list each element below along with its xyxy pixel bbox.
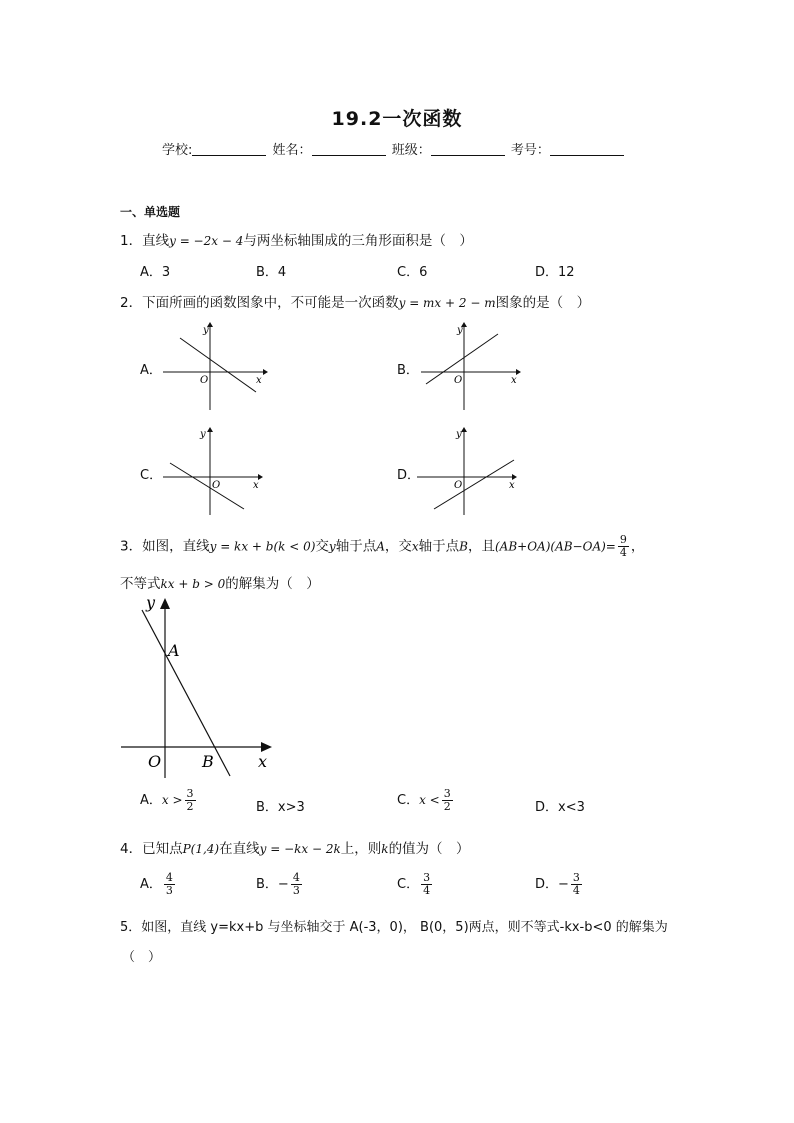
x-label: x — [253, 480, 259, 491]
frac-num: 9 — [619, 533, 627, 546]
q4-formula: y = −kx − 2k — [259, 842, 341, 856]
frac-num: 4 — [165, 871, 173, 884]
q3-c-fraction — [442, 788, 453, 813]
graph-line — [180, 338, 256, 392]
q4-mid2: 上，则 — [340, 841, 382, 857]
q3-text: 轴于点 — [418, 538, 460, 555]
q1-pre: 直线 — [142, 233, 170, 249]
q1-option-a[interactable]: A．3 — [140, 265, 171, 280]
page-title: 19.2一次函数 — [331, 108, 463, 130]
q2-graph-a — [158, 320, 268, 415]
y-label: y — [203, 325, 209, 336]
q2-number: 2． — [120, 295, 143, 311]
frac-den: 2 — [186, 800, 194, 813]
q4-a-fraction — [164, 872, 175, 897]
x-axis-arrow — [516, 369, 521, 375]
q4-point: P(1,4) — [182, 842, 220, 856]
q5-number: 5． — [120, 920, 142, 935]
q2-text: 下面所画的函数图象中，不可能是一次函数 — [142, 295, 399, 311]
name-blank[interactable] — [312, 143, 386, 156]
q1-option-b[interactable]: B．4 — [256, 265, 287, 280]
y-label: y — [457, 325, 463, 336]
question-1 — [120, 229, 473, 249]
q4-option-d[interactable] — [535, 872, 584, 897]
frac-den: 2 — [443, 800, 451, 813]
q4-k: k — [381, 842, 389, 856]
q2-option-c[interactable]: C． — [140, 468, 163, 483]
q3-text: 交 — [315, 538, 329, 555]
graph-line — [170, 463, 244, 509]
frac-den: 4 — [572, 884, 580, 897]
q4-number: 4． — [120, 841, 143, 857]
q3-inequality: kx + b > 0 — [160, 577, 226, 591]
graph-line — [434, 460, 514, 509]
q1-number: 1． — [120, 233, 143, 249]
origin-label: O — [200, 375, 209, 386]
q3-A: A — [376, 539, 385, 554]
q3-a-label: A． — [140, 793, 162, 808]
q3-c-label: C． — [397, 793, 420, 808]
section-heading: 一、单选题 — [120, 205, 181, 219]
q4-c-fraction — [421, 872, 432, 897]
x-axis-arrow — [261, 742, 272, 752]
origin-label: O — [148, 752, 162, 771]
q2-graph-c — [158, 425, 268, 520]
q1-option-d[interactable]: D．12 — [535, 265, 575, 280]
origin-label: O — [454, 375, 463, 386]
q3-option-d[interactable]: D．x<3 — [535, 800, 585, 815]
number-label: 考号： — [510, 143, 550, 158]
q4-post: 的值为（ ） — [388, 841, 470, 857]
frac-num: 3 — [443, 787, 451, 800]
frac-num: 3 — [186, 787, 194, 800]
y-axis-arrow — [160, 598, 170, 609]
q1-post: 与两坐标轴围成的三角形面积是（ ） — [243, 233, 473, 249]
x-label: x — [256, 375, 262, 386]
frac-num: 3 — [572, 871, 580, 884]
q3-y: y — [328, 539, 336, 554]
frac-den: 3 — [165, 884, 173, 897]
x-label: x — [258, 752, 268, 771]
origin-label: O — [454, 480, 463, 491]
q3-B: B — [459, 539, 468, 554]
frac-den: 4 — [423, 884, 431, 897]
q2-post: 图象的是（ ） — [495, 295, 591, 311]
q2-option-b[interactable]: B． — [397, 363, 419, 378]
q4-d-fraction — [571, 872, 582, 897]
q3-formula: y = kx + b(k < 0) — [209, 539, 316, 554]
y-label: y — [146, 593, 156, 612]
q2-option-a[interactable]: A． — [140, 363, 162, 378]
q4-mid: 在直线 — [219, 841, 260, 857]
q2-formula: y = mx + 2 − m — [398, 296, 496, 310]
q3-option-b[interactable]: B．x>3 — [256, 800, 305, 815]
q3-option-a[interactable] — [140, 788, 198, 813]
q3-pre: 如图，直线 — [142, 538, 210, 555]
y-axis-arrow — [461, 427, 467, 432]
point-b-label: B — [202, 752, 214, 771]
q3-number: 3． — [120, 538, 143, 555]
q4-option-a[interactable] — [140, 872, 177, 897]
q1-option-c[interactable]: C．6 — [397, 265, 428, 280]
x-axis-arrow — [263, 369, 268, 375]
y-label: y — [456, 429, 462, 440]
q3-a-fraction — [185, 788, 196, 813]
question-2 — [120, 291, 590, 311]
q4-pre: 已知点 — [142, 841, 183, 857]
frac-num: 4 — [292, 871, 300, 884]
q4-b-fraction — [291, 872, 302, 897]
q3-a-expr: x > — [161, 793, 183, 807]
q3-option-c[interactable] — [397, 788, 455, 813]
q3-fraction — [618, 534, 629, 559]
name-label: 姓名： — [272, 143, 312, 158]
q2-graph-b — [416, 320, 526, 415]
q3-graph — [116, 590, 286, 780]
q3-text: ，且 — [467, 538, 495, 555]
q4-option-c[interactable] — [397, 872, 434, 897]
school-label: 学校: — [162, 143, 193, 158]
class-blank[interactable] — [431, 143, 505, 156]
origin-label: O — [212, 480, 221, 491]
question-3-line-2 — [120, 572, 320, 592]
q2-option-d[interactable]: D． — [397, 468, 421, 483]
q3-line2-pre: 不等式 — [120, 576, 161, 592]
question-4 — [120, 837, 470, 857]
q5-text: 如图，直线 y=kx+b 与坐标轴交于 A(-3，0)， B(0，5)两点，则不等式-kx-b<0 的解集为 — [141, 920, 668, 935]
q4-d-label: D．− — [535, 877, 569, 892]
y-axis-arrow — [207, 427, 213, 432]
q5-paren: （ ） — [122, 950, 162, 965]
q3-condition: (AB+OA)(AB−OA)= — [494, 539, 616, 554]
student-info-line — [162, 139, 626, 158]
q3-c-expr: x < — [419, 793, 440, 807]
point-a-label: A — [168, 641, 180, 660]
x-label: x — [509, 480, 515, 491]
question-5 — [120, 916, 668, 935]
frac-num: 3 — [423, 871, 431, 884]
q3-line2-post: 的解集为（ ） — [225, 576, 320, 592]
q4-b-label: B．− — [256, 877, 289, 892]
question-3: 3．如图，直线y = kx + b(k < 0)交y轴于点A，交x轴于点B，且(AB+OA)(AB−OA)= $\frac{9}{4}$ ， — [120, 533, 645, 559]
q3-x: x — [411, 539, 419, 554]
frac-den: 3 — [292, 884, 300, 897]
q4-option-b[interactable] — [256, 872, 304, 897]
school-blank[interactable] — [192, 143, 266, 156]
q3-text: ，交 — [384, 538, 412, 555]
q4-c-label: C． — [397, 877, 420, 892]
x-label: x — [511, 375, 517, 386]
frac-den: 4 — [619, 546, 627, 559]
q1-formula: y = −2x − 4 — [169, 234, 244, 248]
class-label: 班级： — [391, 143, 431, 158]
x-axis-arrow — [258, 474, 263, 480]
y-label: y — [200, 429, 206, 440]
number-blank[interactable] — [550, 143, 624, 156]
q4-a-label: A． — [140, 877, 162, 892]
q3-text: 轴于点 — [335, 538, 377, 555]
q2-graph-d — [412, 425, 524, 520]
